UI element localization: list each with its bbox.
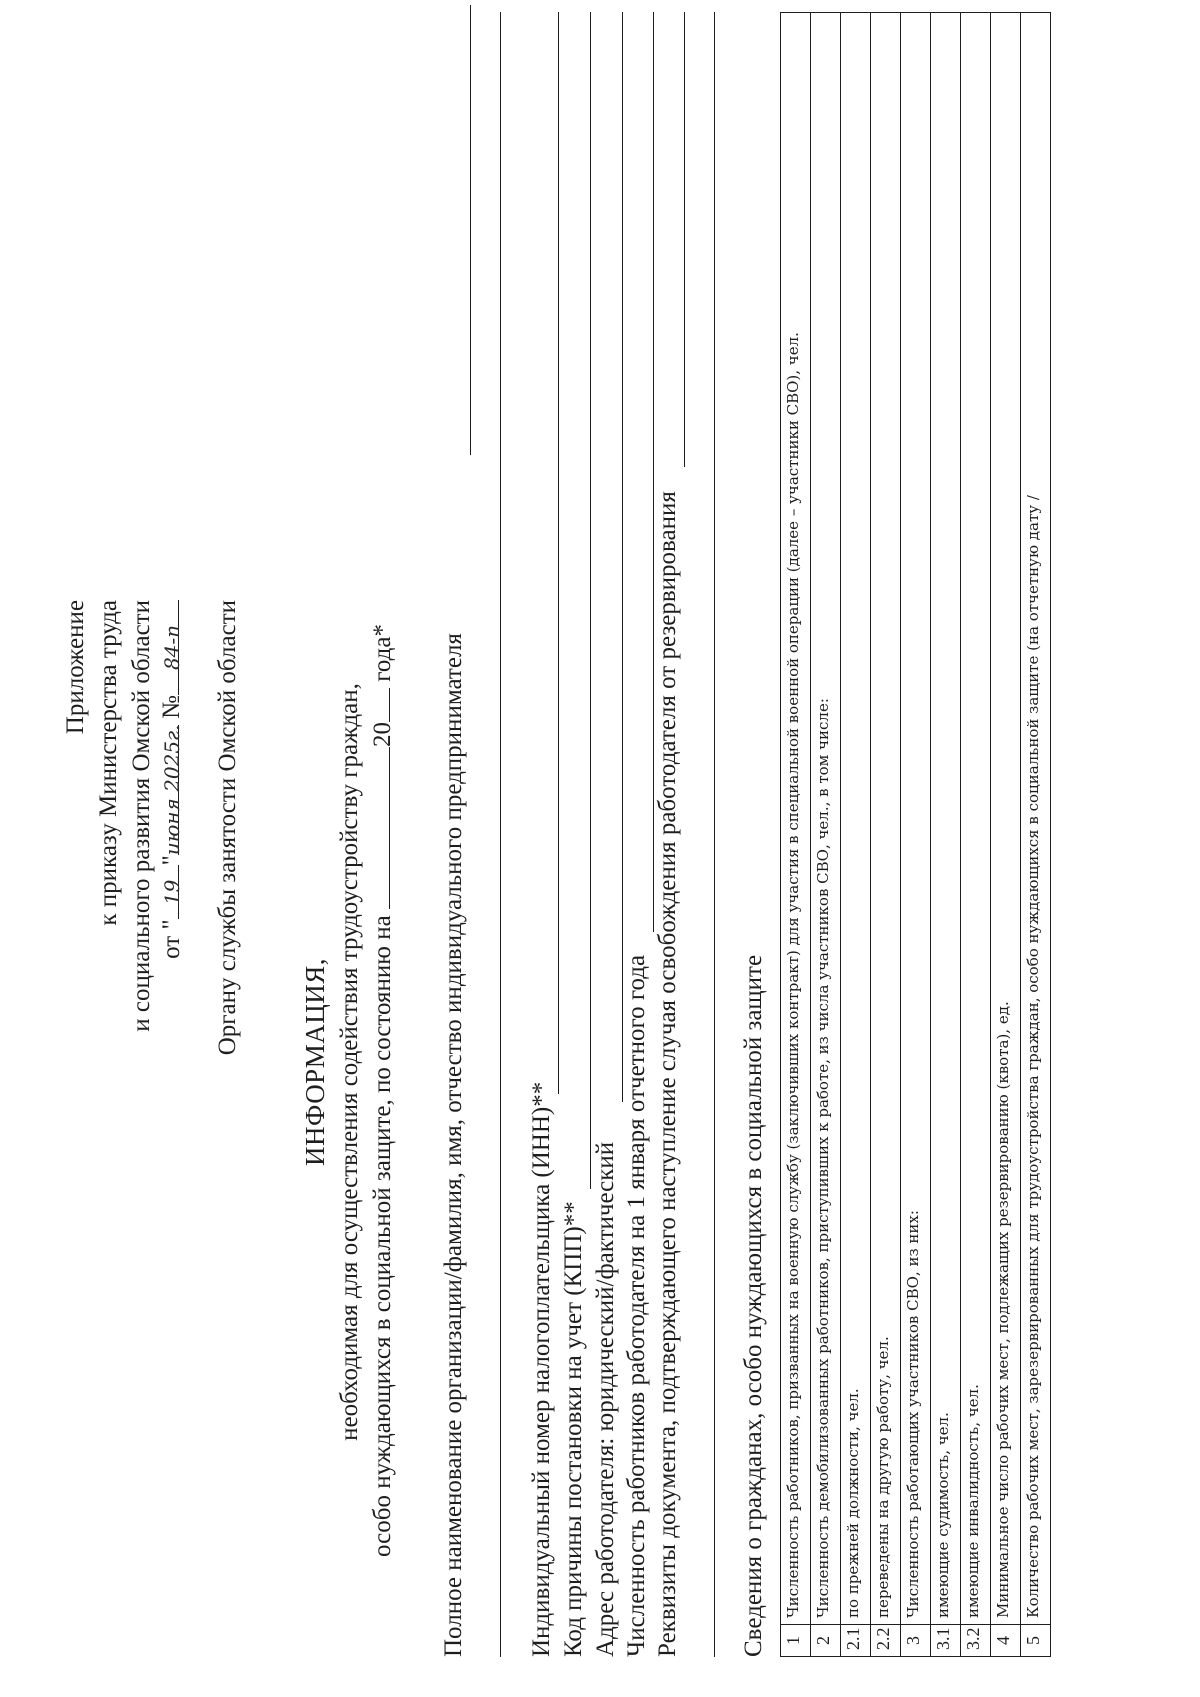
row-description: Минимальное число рабочих мест, подлежащих резервированию (квота), ед. bbox=[991, 13, 1021, 1625]
table-row bbox=[781, 13, 811, 1657]
row-number: 3.1 bbox=[931, 1625, 961, 1657]
table-row bbox=[1021, 13, 1051, 1657]
row-description: Численность работников, призванных на военную службу (заключивших контракт) для участия в специальной военной операции (далее – участники СВО), чел. bbox=[781, 13, 811, 1625]
row-number: 2.1 bbox=[841, 1625, 871, 1657]
recipient-line: Органу службы занятости Омской области bbox=[214, 600, 241, 1056]
table-row bbox=[961, 13, 991, 1657]
inn-field: Индивидуальный номер налогоплательщика (ИНН)** bbox=[528, 1081, 555, 1657]
date-month-handwritten: июня 2025г. bbox=[160, 724, 184, 856]
row-number: 1 bbox=[781, 1625, 811, 1657]
row-description: имеющие судимость, чел. bbox=[931, 13, 961, 1625]
appendix-order-line: к приказу Министерства труда bbox=[95, 600, 122, 926]
address-field: Адрес работодателя: юридический/фактический bbox=[592, 1141, 619, 1657]
year-prefix: 20 bbox=[369, 722, 396, 748]
table-row bbox=[841, 13, 871, 1657]
row-number: 4 bbox=[991, 1625, 1021, 1657]
document-title: ИНФОРМАЦИЯ, bbox=[300, 958, 330, 1166]
org-name-fill-line-2 bbox=[500, 12, 501, 1657]
table-row bbox=[871, 13, 901, 1657]
headcount-field: Численность работников работодателя на 1 января отчетного года bbox=[623, 954, 650, 1657]
row-number: 2.2 bbox=[871, 1625, 901, 1657]
section-title: Сведения о гражданах, особо нуждающихся в социальной защите bbox=[740, 954, 767, 1657]
row-number: 3 bbox=[901, 1625, 931, 1657]
document-subtitle-2: особо нуждающихся в социальной защите, по состоянию на 20 года* bbox=[369, 624, 396, 1557]
row-number: 5 bbox=[1021, 1625, 1051, 1657]
row-description: имеющие инвалидность, чел. bbox=[961, 13, 991, 1625]
address-fill-line bbox=[622, 12, 623, 1102]
kpp-fill-line bbox=[590, 12, 591, 1189]
row-number: 3.2 bbox=[961, 1625, 991, 1657]
org-name-fill-line bbox=[470, 5, 471, 455]
table-row bbox=[901, 13, 931, 1657]
kpp-field: Код причины постановки на учет (КПП)** bbox=[560, 1201, 587, 1657]
row-description: Количество рабочих мест, зарезервированных для трудоустройства граждан, особо нуждающихся в социальной защите (на отчетную дату / bbox=[1021, 13, 1051, 1625]
appendix-date-line: от "19"июня 2025г. №84-п bbox=[156, 600, 188, 959]
inn-fill-line bbox=[558, 12, 559, 1094]
requisites-field: Реквизиты документа, подтверждающего наступление случая освобождения работодателя от резервирования bbox=[654, 491, 681, 1657]
table-row bbox=[931, 13, 961, 1657]
social-protection-table bbox=[780, 12, 1051, 1657]
appendix-label: Приложение bbox=[62, 600, 89, 735]
row-description: Численность демобилизованных работников, приступивших к работе, из числа участников СВО, чел., в том числе: bbox=[811, 13, 841, 1625]
order-number-handwritten: 84-п bbox=[160, 624, 184, 671]
date-day-handwritten: 19 bbox=[160, 879, 184, 906]
org-name-field: Полное наименование организации/фамилия, имя, отчество индивидуального предпринимателя bbox=[440, 633, 467, 1657]
row-description: переведены на другую работу, чел. bbox=[871, 13, 901, 1625]
appendix-ministry-line: и социального развития Омской области bbox=[128, 600, 155, 1032]
document-subtitle-1: необходимая для осуществления содействия трудоустройству граждан, bbox=[336, 683, 363, 1441]
row-description: Численность работающих участников СВО, из них: bbox=[901, 13, 931, 1625]
row-description: по прежней должности, чел. bbox=[841, 13, 871, 1625]
requisites-fill-line-2 bbox=[714, 12, 715, 1657]
row-number: 2 bbox=[811, 1625, 841, 1657]
table-row bbox=[811, 13, 841, 1657]
table-row bbox=[991, 13, 1021, 1657]
requisites-fill-line bbox=[684, 12, 685, 467]
